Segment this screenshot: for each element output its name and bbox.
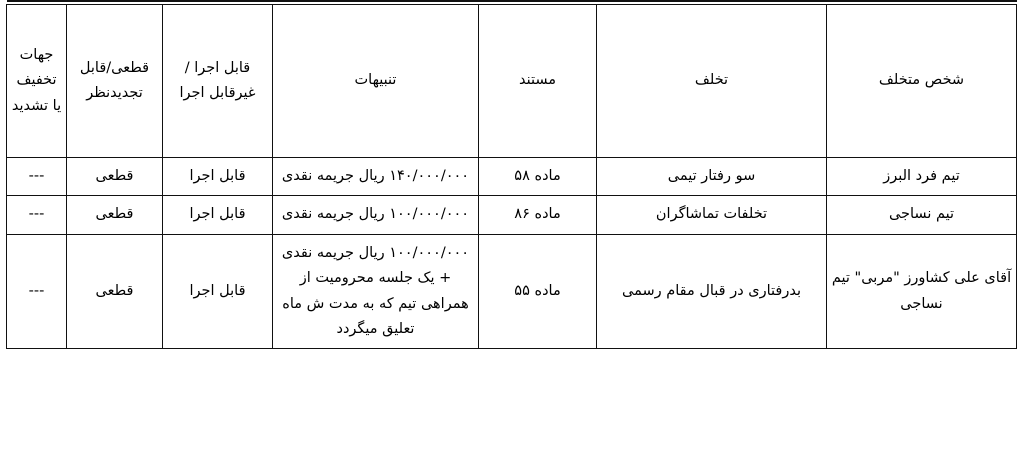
page-top-rule bbox=[7, 0, 1017, 2]
cell-mitigation: --- bbox=[7, 158, 67, 196]
column-header-person: شخص متخلف bbox=[827, 5, 1017, 158]
column-header-offense: تخلف bbox=[597, 5, 827, 158]
cell-penalty: ۱۴۰/۰۰۰/۰۰۰ ریال جریمه نقدی bbox=[273, 158, 479, 196]
table-row bbox=[7, 234, 1017, 349]
cell-mitigation: --- bbox=[7, 196, 67, 234]
cell-offense: بدرفتاری در قبال مقام رسمی bbox=[597, 234, 827, 349]
cell-final: قطعی bbox=[67, 196, 163, 234]
table-header bbox=[7, 5, 1017, 158]
cell-final: قطعی bbox=[67, 158, 163, 196]
cell-final: قطعی bbox=[67, 234, 163, 349]
column-header-executable: قابل اجرا /غیرقابل اجرا bbox=[163, 5, 273, 158]
cell-penalty: ۱۰۰/۰۰۰/۰۰۰ ریال جریمه نقدی + یک جلسه محرومیت از همراهی تیم که به مدت ش ماه تعلیق میگردد bbox=[273, 234, 479, 349]
cell-offense: تخلفات تماشاگران bbox=[597, 196, 827, 234]
column-header-penalty: تنبیهات bbox=[273, 5, 479, 158]
cell-executable: قابل اجرا bbox=[163, 158, 273, 196]
table-body bbox=[7, 158, 1017, 349]
table-row bbox=[7, 196, 1017, 234]
cell-document: ماده ۸۶ bbox=[479, 196, 597, 234]
cell-penalty: ۱۰۰/۰۰۰/۰۰۰ ریال جریمه نقدی bbox=[273, 196, 479, 234]
cell-person: تیم فرد البرز bbox=[827, 158, 1017, 196]
column-header-document: مستند bbox=[479, 5, 597, 158]
cell-executable: قابل اجرا bbox=[163, 234, 273, 349]
cell-person: تیم نساجی bbox=[827, 196, 1017, 234]
violations-table bbox=[6, 4, 1017, 349]
cell-document: ماده ۵۸ bbox=[479, 158, 597, 196]
cell-person: آقای علی کشاورز "مربی" تیم نساجی bbox=[827, 234, 1017, 349]
table-header-row bbox=[7, 5, 1017, 158]
table-row bbox=[7, 158, 1017, 196]
column-header-mitigation: جهات تخفیف یا تشدید bbox=[7, 5, 67, 158]
cell-offense: سو رفتار تیمی bbox=[597, 158, 827, 196]
column-header-final: قطعی/قابل تجدیدنظر bbox=[67, 5, 163, 158]
cell-document: ماده ۵۵ bbox=[479, 234, 597, 349]
cell-mitigation: --- bbox=[7, 234, 67, 349]
cell-executable: قابل اجرا bbox=[163, 196, 273, 234]
